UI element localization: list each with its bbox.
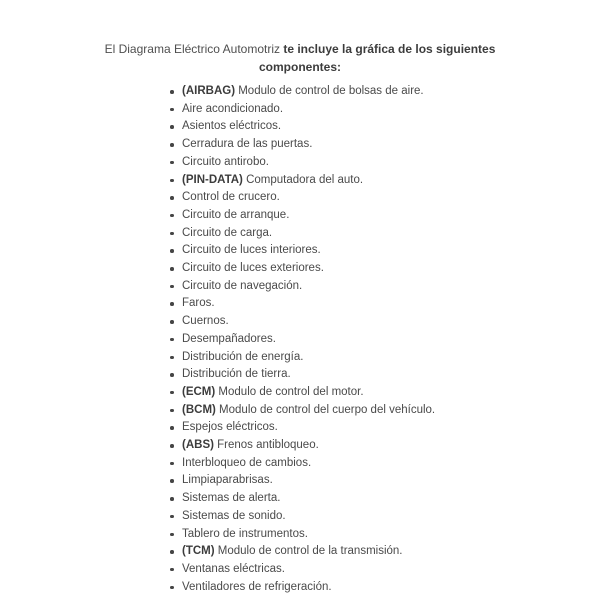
bullet-icon	[170, 108, 174, 112]
list-item	[169, 579, 600, 597]
list-item	[169, 508, 600, 526]
list-item	[169, 543, 600, 561]
item-text: Circuito de luces exteriores.	[182, 262, 324, 275]
bullet-icon	[170, 196, 174, 200]
list-item	[169, 384, 600, 402]
list-item	[169, 172, 600, 190]
item-text: Cuernos.	[182, 315, 229, 328]
item-text: Tablero de instrumentos.	[182, 527, 308, 540]
item-keyword: (ECM)	[182, 385, 219, 398]
item-text: Aire acondicionado.	[182, 102, 284, 115]
list-item	[169, 242, 600, 260]
item-text: Circuito de arranque.	[182, 208, 290, 221]
bullet-icon	[170, 90, 174, 94]
item-text: Modulo de control del cuerpo del vehículo.	[219, 403, 436, 416]
item-text: Sistemas de alerta.	[182, 492, 281, 505]
list-item	[169, 490, 600, 508]
bullet-icon	[170, 285, 174, 289]
list-item	[169, 101, 600, 119]
bullet-icon	[170, 462, 174, 466]
bullet-icon	[170, 356, 174, 360]
item-text: Ventiladores de refrigeración.	[182, 580, 332, 593]
list-item	[169, 437, 600, 455]
list-item	[169, 225, 600, 243]
title-regular-text: El Diagrama Eléctrico Automotriz	[104, 42, 284, 56]
bullet-icon	[170, 161, 174, 165]
list-item	[169, 295, 600, 313]
item-text: Circuito antirobo.	[182, 155, 269, 168]
item-text: Computadora del auto.	[246, 173, 364, 186]
item-keyword: (AIRBAG)	[182, 85, 239, 97]
item-text: Circuito de carga.	[182, 226, 273, 239]
title-bold-line2: componentes:	[258, 60, 341, 74]
item-keyword: (PIN-DATA)	[182, 173, 247, 186]
list-item	[169, 402, 600, 420]
item-text: Espejos eléctricos.	[182, 421, 278, 434]
bullet-icon	[170, 497, 174, 501]
bullet-icon	[170, 302, 174, 306]
bullet-icon	[170, 338, 174, 342]
item-text: Interbloqueo de cambios.	[182, 456, 312, 469]
title-bold-line1: te incluye la gráfica de los siguientes	[283, 42, 496, 56]
component-list	[169, 83, 600, 596]
item-text: Control de crucero.	[182, 191, 280, 204]
bullet-icon	[170, 320, 174, 324]
list-item	[169, 207, 600, 225]
bullet-icon	[170, 249, 174, 253]
list-item	[169, 260, 600, 278]
bullet-icon	[170, 550, 174, 554]
list-item	[169, 154, 600, 172]
list-item	[169, 455, 600, 473]
item-text: Frenos antibloqueo.	[217, 439, 319, 452]
item-text: Limpiaparabrisas.	[182, 474, 273, 487]
item-keyword: (TCM)	[182, 545, 218, 558]
item-text: Sistemas de sonido.	[182, 509, 286, 522]
item-text: Distribución de energía.	[182, 350, 304, 363]
bullet-icon	[170, 444, 174, 448]
item-text: Modulo de control del motor.	[218, 385, 364, 398]
item-keyword: (BCM)	[182, 403, 220, 416]
bullet-icon	[170, 409, 174, 413]
list-item	[169, 472, 600, 490]
list-item	[169, 349, 600, 367]
list-item	[169, 419, 600, 437]
item-text: Distribución de tierra.	[182, 368, 291, 381]
item-text: Circuito de navegación.	[182, 279, 303, 292]
list-item	[169, 136, 600, 154]
list-item	[169, 526, 600, 544]
title-bold-text	[259, 42, 495, 74]
item-text: Modulo de control de bolsas de aire.	[238, 85, 424, 97]
bullet-icon	[170, 515, 174, 519]
bullet-icon	[170, 391, 174, 395]
list-item	[169, 366, 600, 384]
list-item	[169, 189, 600, 207]
list-item	[169, 561, 600, 579]
bullet-icon	[170, 125, 174, 129]
bullet-icon	[170, 267, 174, 271]
bullet-icon	[170, 533, 174, 537]
bullet-icon	[170, 568, 174, 572]
list-item	[169, 278, 600, 296]
item-text: Faros.	[182, 297, 215, 310]
item-text: Desempañadores.	[182, 332, 276, 345]
item-text: Cerradura de las puertas.	[182, 138, 313, 151]
item-text: Modulo de control de la transmisión.	[217, 545, 403, 558]
bullet-icon	[170, 426, 174, 430]
bullet-icon	[170, 373, 174, 377]
bullet-icon	[170, 214, 174, 218]
bullet-icon	[170, 232, 174, 236]
bullet-icon	[170, 479, 174, 483]
page-title	[85, 40, 515, 76]
list-item	[169, 83, 600, 101]
list-item	[169, 118, 600, 136]
item-keyword: (ABS)	[182, 439, 218, 452]
bullet-icon	[170, 179, 174, 183]
list-item	[169, 331, 600, 349]
bullet-icon	[170, 586, 174, 590]
bullet-icon	[170, 143, 174, 147]
item-text: Ventanas eléctricas.	[182, 562, 285, 575]
item-text: Circuito de luces interiores.	[182, 244, 321, 257]
list-item	[169, 313, 600, 331]
item-text: Asientos eléctricos.	[182, 120, 282, 133]
